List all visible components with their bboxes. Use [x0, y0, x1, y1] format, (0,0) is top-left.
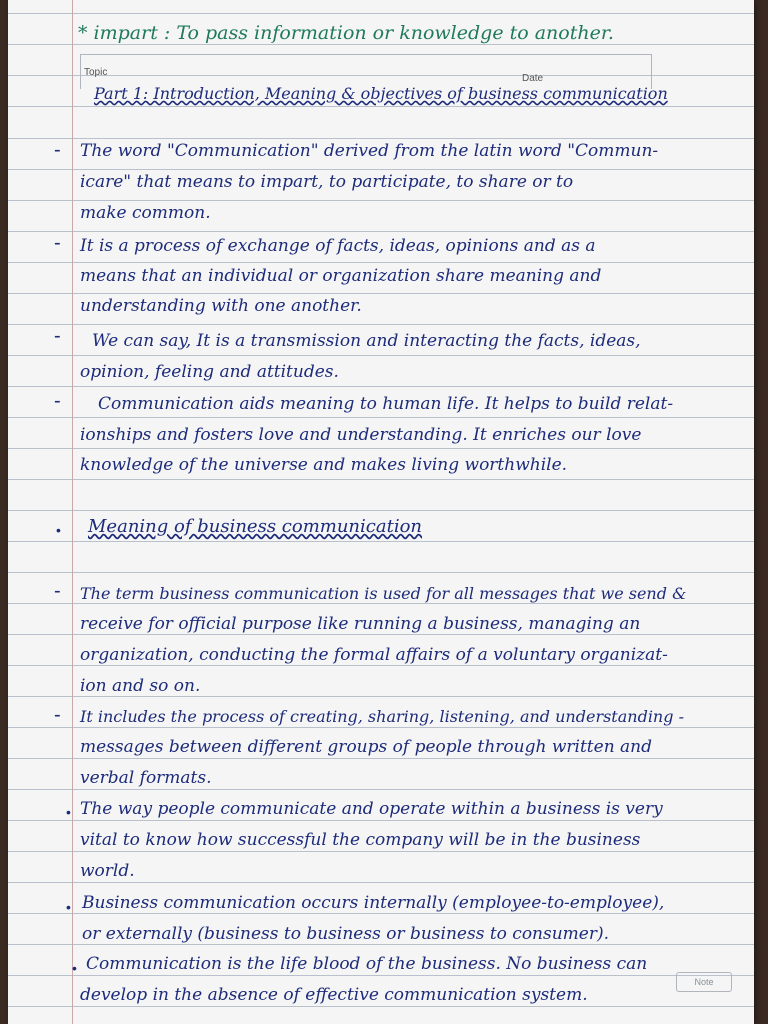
section2-line: receive for official purpose like running a business, managing an	[80, 614, 641, 634]
section2-line: The term business communication is used for all messages that we send &	[80, 584, 687, 603]
bullet-dash: -	[54, 325, 61, 347]
section-heading: Meaning of business communication	[88, 516, 423, 537]
section2-line: or externally (business to business or business to consumer).	[82, 924, 610, 944]
part-title: Part 1: Introduction, Meaning & objectives of business communication	[94, 84, 668, 103]
bullet-dot: •	[66, 899, 71, 915]
bullet-dash: -	[54, 580, 61, 602]
section1-line: It is a process of exchange of facts, ideas, opinions and as a	[80, 236, 596, 256]
section2-line: messages between different groups of people through written and	[80, 737, 653, 757]
section2-line: The way people communicate and operate within a business is very	[80, 799, 663, 819]
bullet-dot: •	[72, 960, 77, 976]
notebook-page	[8, 0, 754, 1024]
section2-line: organization, conducting the formal affairs of a voluntary organizat-	[80, 645, 668, 665]
section2-line: Business communication occurs internally (employee-to-employee),	[82, 893, 665, 913]
section1-line: make common.	[80, 203, 211, 223]
bullet-dash: -	[54, 139, 61, 161]
section1-line: We can say, It is a transmission and interacting the facts, ideas,	[92, 331, 641, 351]
section1-line: knowledge of the universe and makes living worthwhile.	[80, 455, 568, 475]
margin-line	[72, 0, 73, 1024]
bullet-dash: -	[54, 232, 61, 254]
section1-line: means that an individual or organization share meaning and	[80, 266, 602, 286]
section2-line: ion and so on.	[80, 676, 201, 696]
bullet-dot: •	[66, 804, 71, 820]
section1-line: The word "Communication" derived from the latin word "Commun-	[80, 141, 659, 161]
impart-definition-note: * impart : To pass information or knowledge to another.	[78, 22, 614, 44]
section2-line: Communication is the life blood of the business. No business can	[86, 954, 648, 974]
notebook-brand-mark: Note	[676, 972, 732, 992]
section1-line: understanding with one another.	[80, 296, 362, 316]
bullet-dash: -	[54, 704, 61, 726]
section2-line: vital to know how successful the company will be in the business	[80, 830, 641, 850]
section2-line: world.	[80, 861, 135, 881]
bullet-dash: -	[54, 390, 61, 412]
section1-line: opinion, feeling and attitudes.	[80, 362, 339, 382]
section1-line: ionships and fosters love and understanding. It enriches our love	[80, 425, 642, 445]
section1-line: icare" that means to impart, to participate, to share or to	[80, 172, 574, 192]
date-label: Date	[522, 73, 544, 84]
section2-line: verbal formats.	[80, 768, 212, 788]
section2-line: develop in the absence of effective communication system.	[80, 985, 588, 1005]
section1-line: Communication aids meaning to human life. It helps to build relat-	[98, 394, 674, 414]
bullet-dot: •	[56, 522, 61, 538]
topic-label: Topic	[84, 67, 108, 78]
section2-line: It includes the process of creating, sharing, listening, and understanding -	[80, 707, 684, 726]
